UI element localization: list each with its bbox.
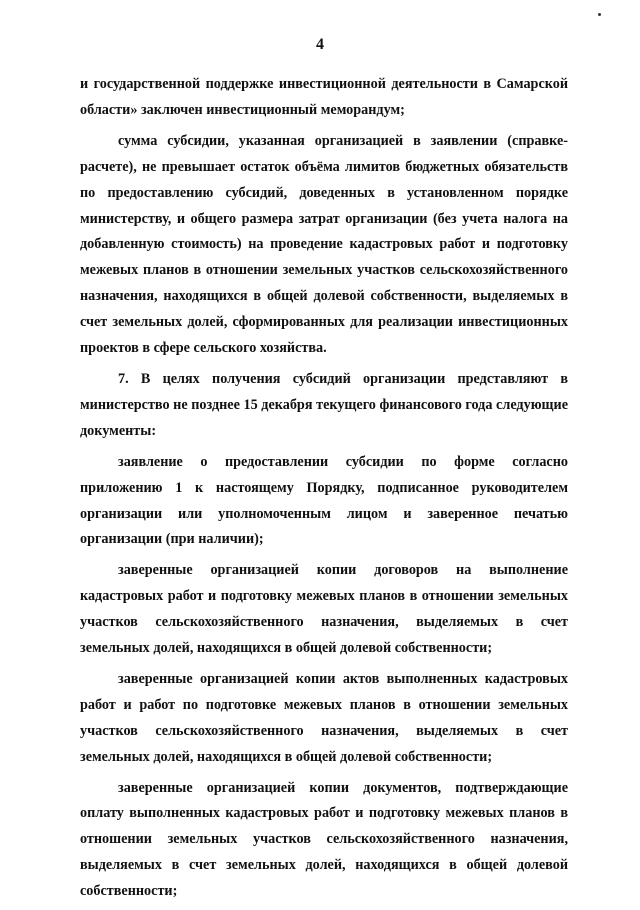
- scan-speck: [598, 13, 601, 16]
- paragraph-payment-copies: заверенные организацией копии документов, подтверждающие оплату выполненных кадастровых работ и подготовку межевых планов в отношении земельных участков сельскохозяйственного назначения, выделяемых в счет земельных долей, находящихся в общей долевой собственности;: [80, 779, 568, 900]
- paragraph-subsidy-amount: сумма субсидии, указанная организацией в заявлении (справке-расчете), не превышает остаток объёма лимитов бюджетных обязательств по предоставлению субсидий, доведенных в установленном порядке министерству, и общего размера затрат организации (без учета налога на добавленную стоимость) на проведение кадастровых работ и подготовку межевых планов в отношении земельных участков сельскохозяйственного назначения, находящихся в общей долевой собственности, выделяемых в счет земельных долей, сформированных для реализации инвестиционных проектов в сфере сельского хозяйства.: [80, 132, 568, 357]
- paragraph-application: заявление о предоставлении субсидии по форме согласно приложению 1 к настоящему Порядку, подписанное руководителем организации или уполномоченным лицом и заверенное печатью организации (при наличии);: [80, 453, 568, 548]
- document-body: [80, 72, 568, 910]
- paragraph-contract-copies: заверенные организацией копии договоров на выполнение кадастровых работ и подготовку межевых планов в отношении земельных участков сельскохозяйственного назначения, выделяемых в счет земельных долей, находящихся в общей долевой собственности;: [80, 562, 568, 657]
- paragraph-acts-copies: заверенные организацией копии актов выполненных кадастровых работ и работ по подготовке межевых планов в отношении земельных участков сельскохозяйственного назначения, выделяемых в счет земельных долей, находящихся в общей долевой собственности;: [80, 670, 568, 765]
- paragraph-continuation: и государственной поддержке инвестиционной деятельности в Самарской области» заключен инвестиционный меморандум;: [80, 76, 568, 118]
- paragraph-clause-7: 7. В целях получения субсидий организации представляют в министерство не позднее 15 декабря текущего финансового года следующие документы:: [80, 370, 568, 439]
- page-number: 4: [316, 36, 324, 53]
